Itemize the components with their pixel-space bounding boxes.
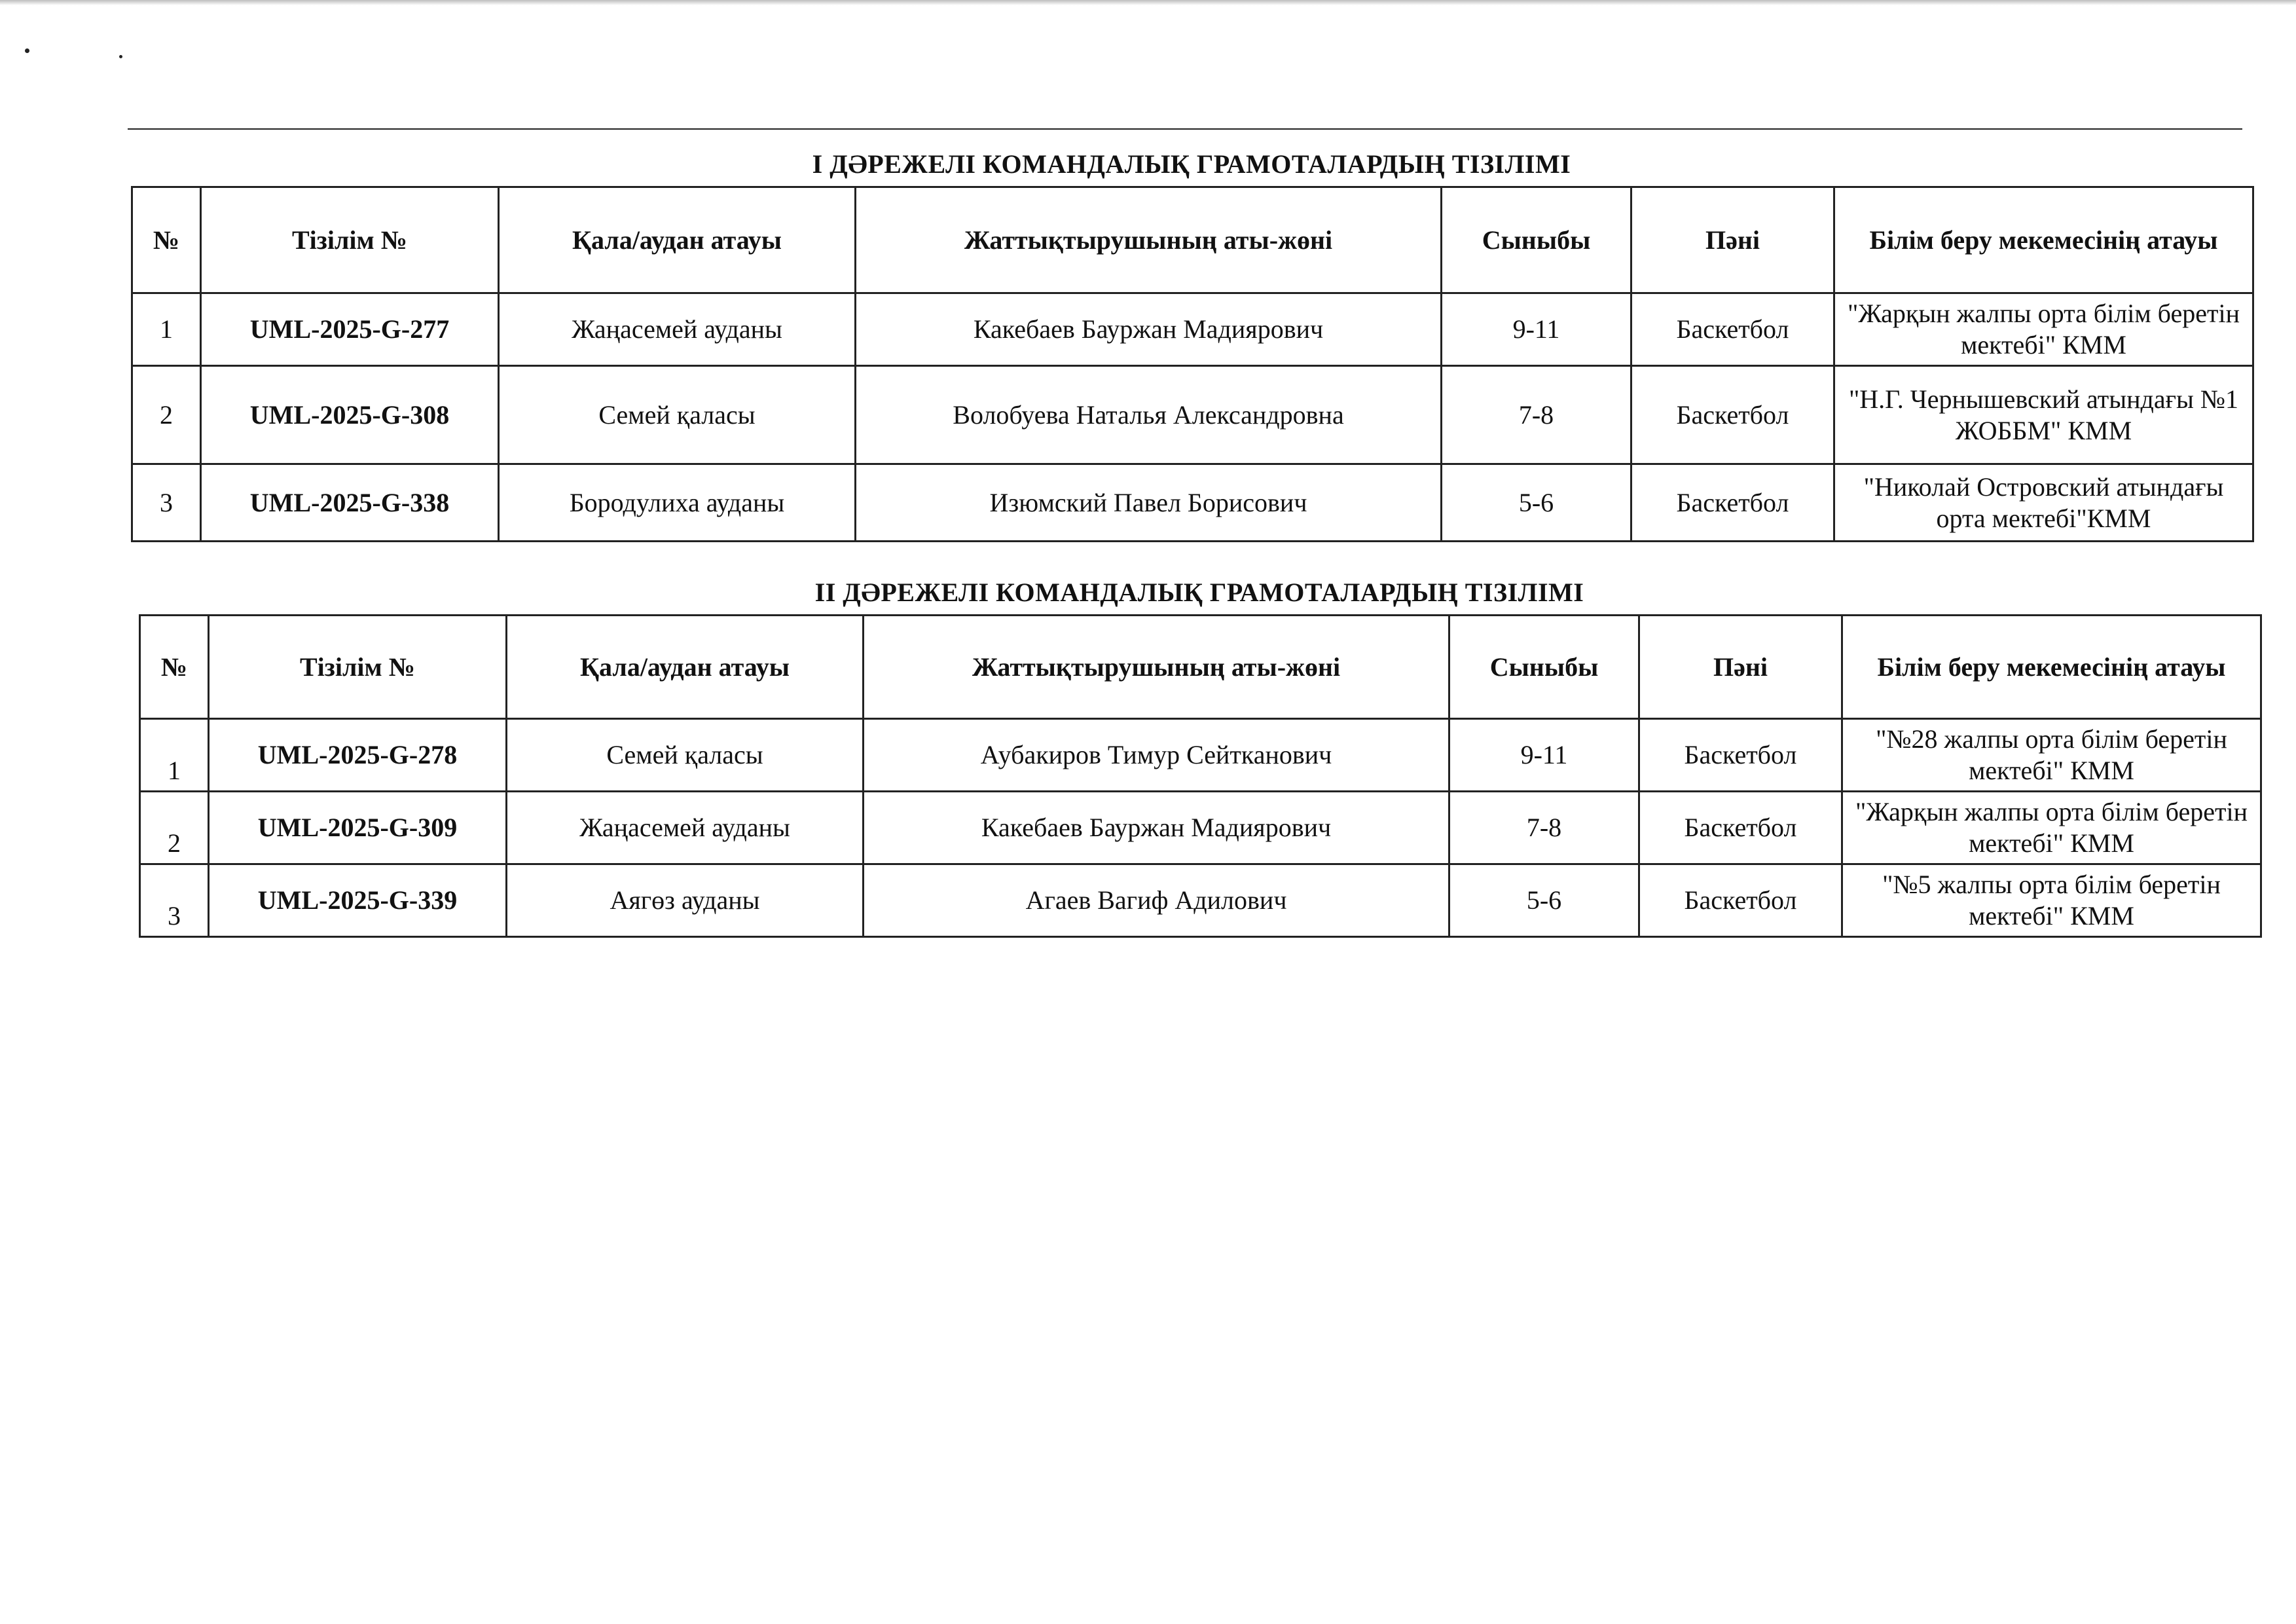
cell-code: UML-2025-G-339 — [209, 864, 507, 937]
registry-section-2 — [139, 574, 2260, 938]
header-subject: Пәні — [1631, 187, 1834, 293]
cell-coach: Аубакиров Тимур Сейтканович — [864, 719, 1449, 792]
cell-city: Семей қаласы — [507, 719, 864, 792]
table-row — [132, 366, 2253, 464]
table-row — [140, 864, 2261, 937]
cell-grade: 5-6 — [1442, 464, 1631, 542]
section-title-wrap — [139, 574, 2260, 614]
cell-num: 3 — [140, 864, 209, 937]
cell-coach: Волобуева Наталья Александровна — [856, 366, 1442, 464]
table-row — [132, 293, 2253, 366]
header-grade: Сыныбы — [1442, 187, 1631, 293]
cell-coach: Агаев Вагиф Адилович — [864, 864, 1449, 937]
table-row — [140, 719, 2261, 792]
cell-city: Жаңасемей ауданы — [507, 792, 864, 864]
cell-num: 3 — [132, 464, 201, 542]
cell-subject: Баскетбол — [1639, 719, 1842, 792]
registry-section-1 — [131, 145, 2252, 542]
cell-city: Жаңасемей ауданы — [499, 293, 856, 366]
cell-city: Семей қаласы — [499, 366, 856, 464]
registry-table-2 — [139, 614, 2262, 938]
header-code: Тізілім № — [201, 187, 499, 293]
cell-institution: "№5 жалпы орта білім беретін мектебі" КММ — [1842, 864, 2261, 937]
cell-institution: "Жарқын жалпы орта білім беретін мектебі" КММ — [1834, 293, 2253, 366]
header-coach: Жаттықтырушының аты-жөні — [856, 187, 1442, 293]
cell-subject: Баскетбол — [1639, 864, 1842, 937]
cell-coach: Какебаев Бауржан Мадиярович — [864, 792, 1449, 864]
header-city: Қала/аудан атауы — [507, 616, 864, 719]
cell-grade: 9-11 — [1442, 293, 1631, 366]
cell-grade: 7-8 — [1442, 366, 1631, 464]
header-institution: Білім беру мекемесінің атауы — [1834, 187, 2253, 293]
header-code: Тізілім № — [209, 616, 507, 719]
scan-speck — [119, 55, 122, 58]
cell-institution: "Н.Г. Чернышевский атындағы №1 ЖОББМ" КММ — [1834, 366, 2253, 464]
cell-code: UML-2025-G-277 — [201, 293, 499, 366]
header-grade: Сыныбы — [1449, 616, 1639, 719]
header-subject: Пәні — [1639, 616, 1842, 719]
header-coach: Жаттықтырушының аты-жөні — [864, 616, 1449, 719]
table-row — [132, 464, 2253, 542]
table-header-row — [140, 616, 2261, 719]
scan-edge-shadow — [0, 0, 2296, 5]
section-title: І ДӘРЕЖЕЛІ КОМАНДАЛЫҚ ГРАМОТАЛАРДЫҢ ТІЗІЛІМІ — [812, 149, 1571, 179]
cell-code: UML-2025-G-278 — [209, 719, 507, 792]
cell-code: UML-2025-G-308 — [201, 366, 499, 464]
cell-coach: Какебаев Бауржан Мадиярович — [856, 293, 1442, 366]
cell-coach: Изюмский Павел Борисович — [856, 464, 1442, 542]
cell-num: 1 — [140, 719, 209, 792]
table-row — [140, 792, 2261, 864]
section-title: ІІ ДӘРЕЖЕЛІ КОМАНДАЛЫҚ ГРАМОТАЛАРДЫҢ ТІЗІЛІМІ — [814, 578, 1584, 607]
cell-num: 2 — [140, 792, 209, 864]
cell-grade: 5-6 — [1449, 864, 1639, 937]
header-num: № — [132, 187, 201, 293]
cell-subject: Баскетбол — [1639, 792, 1842, 864]
cell-institution: "№28 жалпы орта білім беретін мектебі" КММ — [1842, 719, 2261, 792]
cell-subject: Баскетбол — [1631, 366, 1834, 464]
cell-subject: Баскетбол — [1631, 293, 1834, 366]
cell-code: UML-2025-G-338 — [201, 464, 499, 542]
cell-num: 1 — [132, 293, 201, 366]
cell-institution: "Жарқын жалпы орта білім беретін мектебі" КММ — [1842, 792, 2261, 864]
cell-city: Бородулиха ауданы — [499, 464, 856, 542]
cell-institution: "Николай Островский атындағы орта мектебі"КММ — [1834, 464, 2253, 542]
section-title-wrap — [131, 145, 2252, 186]
header-institution: Білім беру мекемесінің атауы — [1842, 616, 2261, 719]
registry-table-1 — [131, 186, 2254, 542]
scan-speck — [25, 48, 29, 53]
header-num: № — [140, 616, 209, 719]
cell-grade: 9-11 — [1449, 719, 1639, 792]
cell-num: 2 — [132, 366, 201, 464]
cell-city: Аягөз ауданы — [507, 864, 864, 937]
cell-code: UML-2025-G-309 — [209, 792, 507, 864]
cell-subject: Баскетбол — [1631, 464, 1834, 542]
header-city: Қала/аудан атауы — [499, 187, 856, 293]
header-rule — [128, 128, 2242, 130]
table-header-row — [132, 187, 2253, 293]
cell-grade: 7-8 — [1449, 792, 1639, 864]
